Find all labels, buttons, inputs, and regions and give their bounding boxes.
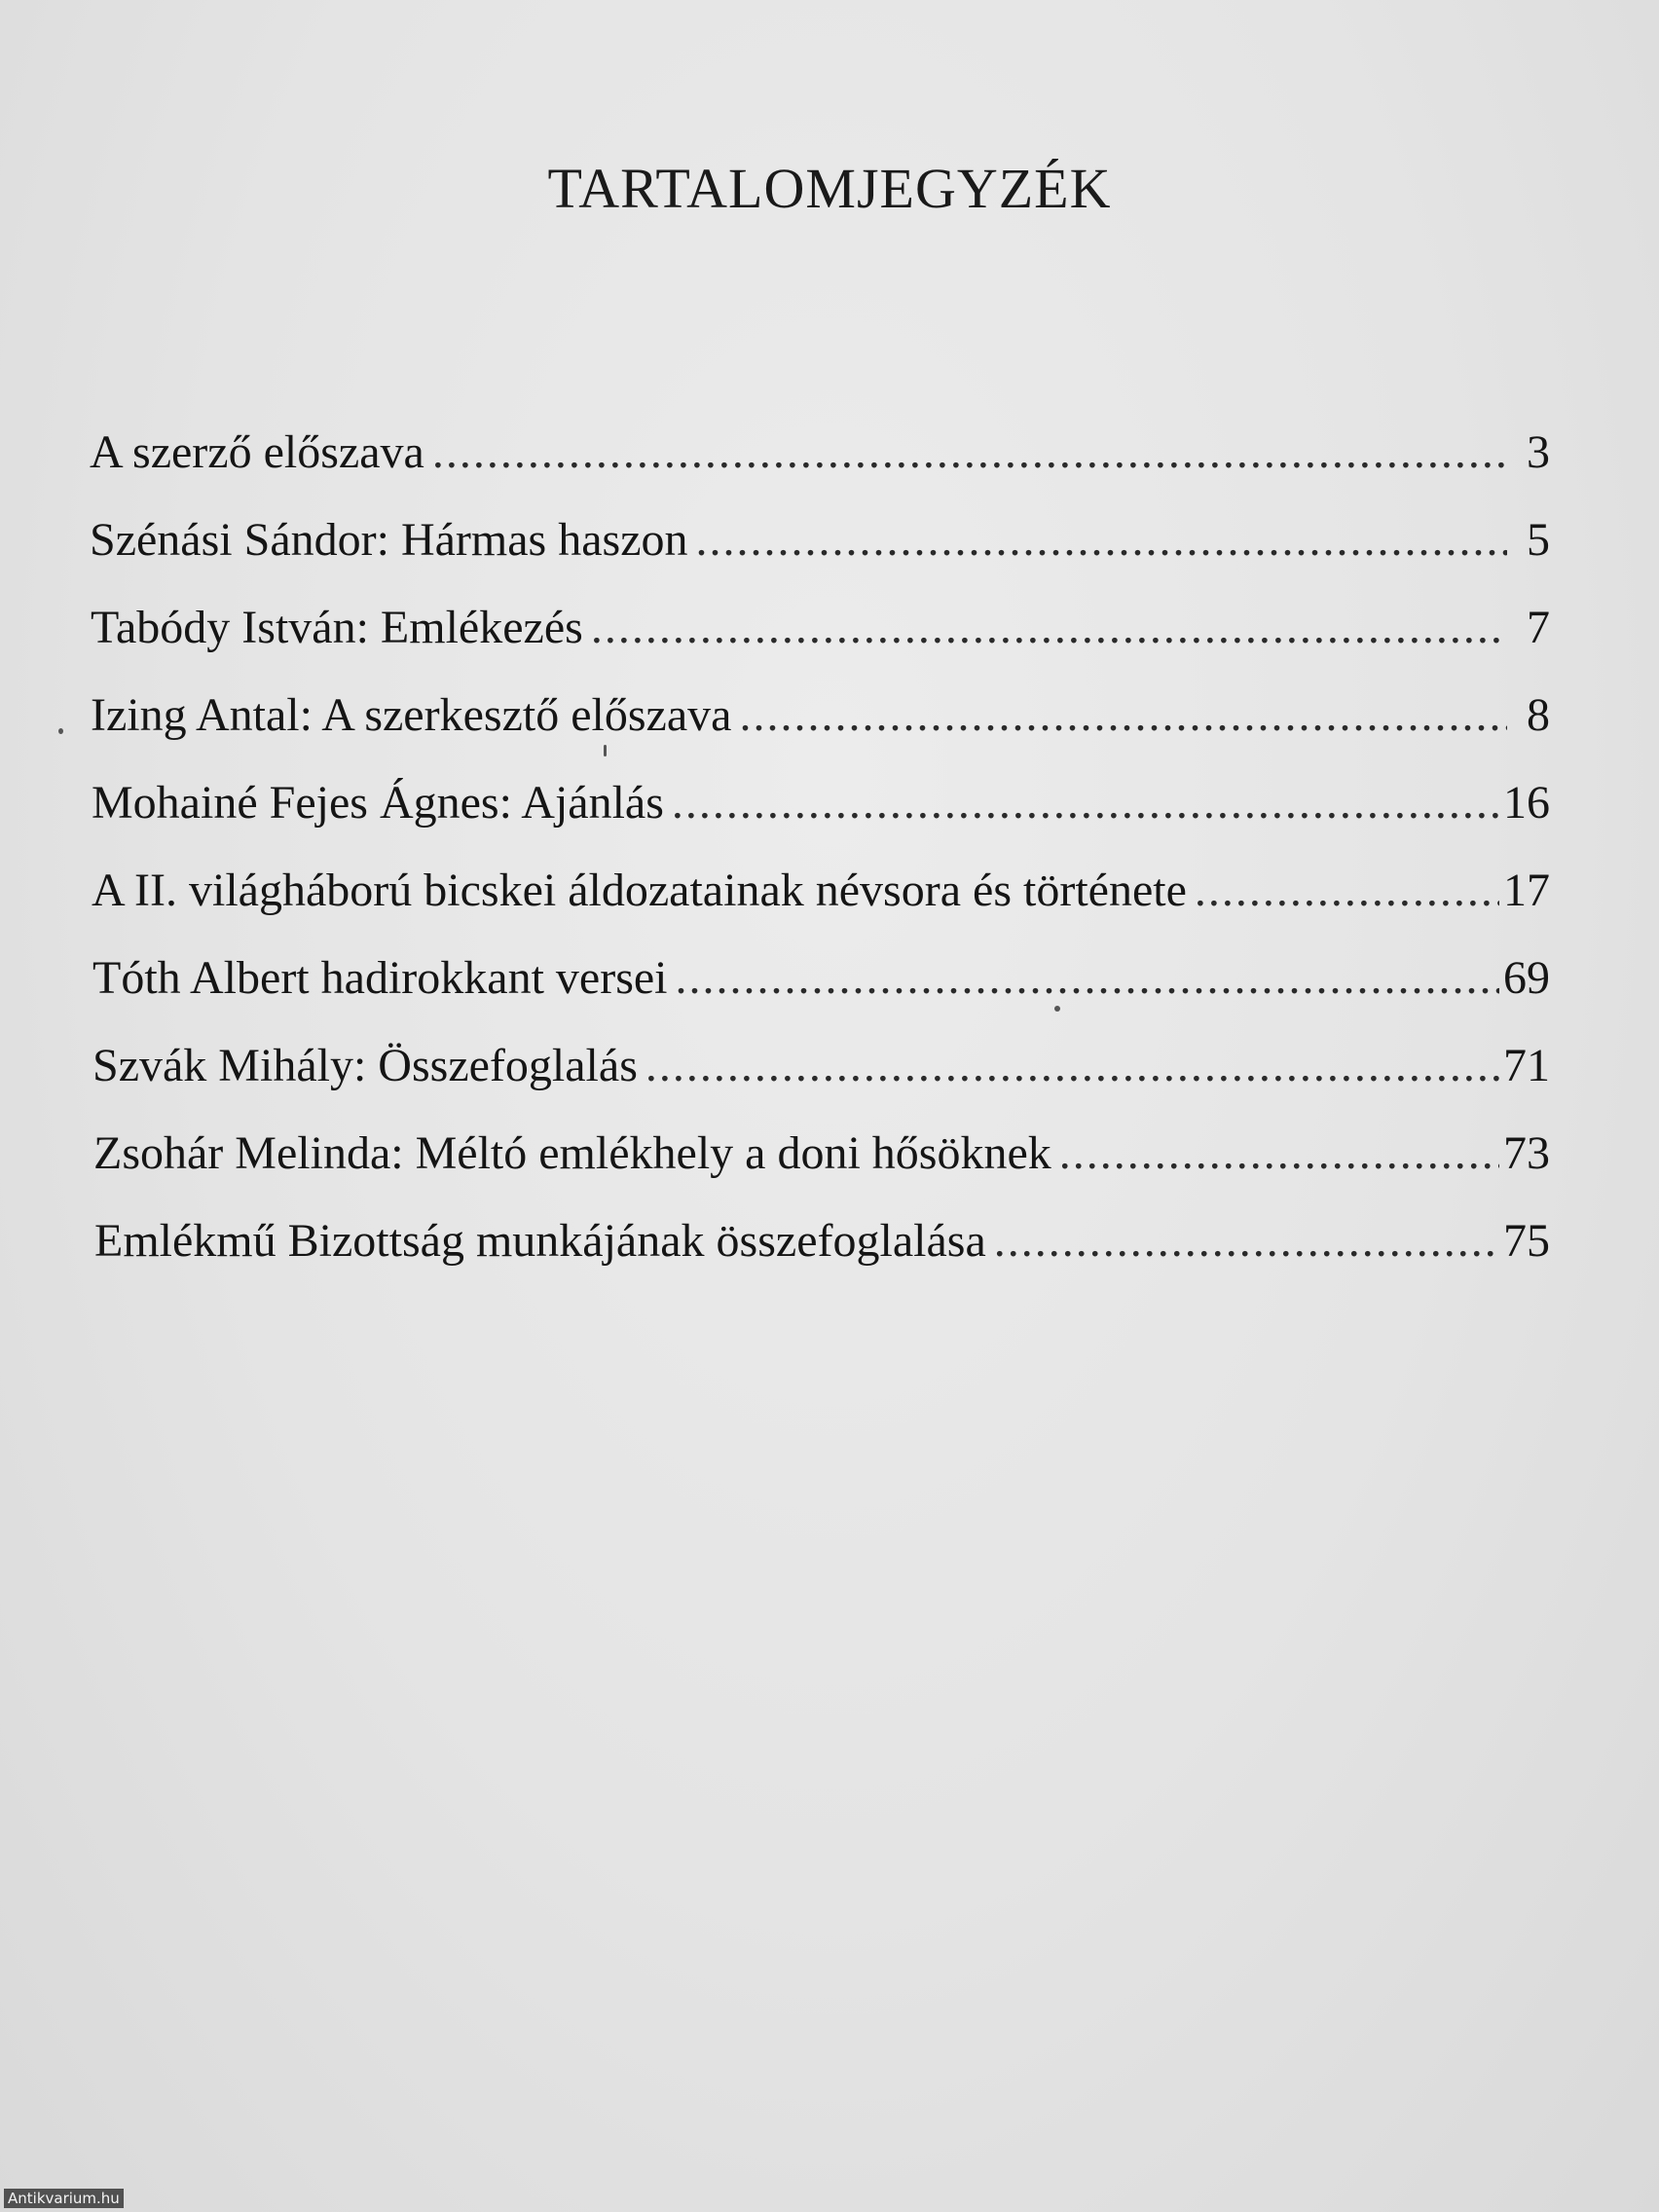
toc-entry-title: Emlékmű Bizottság munkájának összefoglalása [94, 1215, 986, 1267]
toc-entry [91, 584, 1550, 672]
dot-leader [994, 1198, 1499, 1285]
toc-entry-title: Zsohár Melinda: Méltó emlékhely a doni hősöknek [93, 1127, 1051, 1179]
table-of-contents [90, 409, 1550, 1285]
dot-leader [1195, 847, 1499, 935]
toc-entry-page: 5 [1527, 514, 1550, 566]
toc-entry-title: Szénási Sándor: Hármas haszon [90, 514, 688, 566]
toc-entry [90, 497, 1550, 584]
paper-speck [58, 728, 63, 734]
dot-leader [672, 759, 1499, 847]
dot-leader [1059, 1110, 1499, 1198]
toc-entry-title: A II. világháború bicskei áldozatainak névsora és története [92, 865, 1187, 916]
dot-leader [739, 672, 1507, 759]
toc-entry-page: 17 [1503, 865, 1550, 916]
toc-entry-page: 73 [1503, 1127, 1550, 1179]
toc-entry [92, 759, 1550, 847]
dot-leader [645, 1022, 1499, 1110]
toc-entry-page: 71 [1503, 1040, 1550, 1091]
dot-leader [676, 935, 1499, 1022]
toc-entry-page: 7 [1527, 602, 1550, 653]
paper-speck [1054, 1006, 1060, 1012]
dot-leader [696, 497, 1507, 584]
toc-entry-page: 16 [1503, 777, 1550, 829]
toc-entry-title: A szerző előszava [90, 426, 424, 478]
toc-entry-page: 3 [1527, 426, 1550, 478]
toc-entry [93, 1110, 1550, 1198]
paper-speck [604, 745, 607, 756]
toc-entry [91, 672, 1550, 759]
dot-leader [591, 584, 1507, 672]
toc-entry-page: 75 [1503, 1215, 1550, 1267]
toc-entry-page: 69 [1503, 952, 1550, 1004]
toc-entry [94, 1198, 1550, 1285]
toc-entry-title: Szvák Mihály: Összefoglalás [92, 1040, 638, 1091]
toc-entry [92, 847, 1550, 935]
toc-entry-page: 8 [1527, 689, 1550, 741]
toc-entry [92, 935, 1550, 1022]
toc-entry-title: Tóth Albert hadirokkant versei [92, 952, 668, 1004]
dot-leader [432, 409, 1507, 497]
toc-entry-title: Izing Antal: A szerkesztő előszava [91, 689, 732, 741]
toc-entry-title: Mohainé Fejes Ágnes: Ajánlás [92, 777, 664, 829]
watermark: Antikvarium.hu [4, 2189, 124, 2208]
toc-entry [90, 409, 1550, 497]
toc-entry [92, 1022, 1550, 1110]
toc-entry-title: Tabódy István: Emlékezés [91, 602, 583, 653]
page-title: TARTALOMJEGYZÉK [547, 157, 1112, 220]
